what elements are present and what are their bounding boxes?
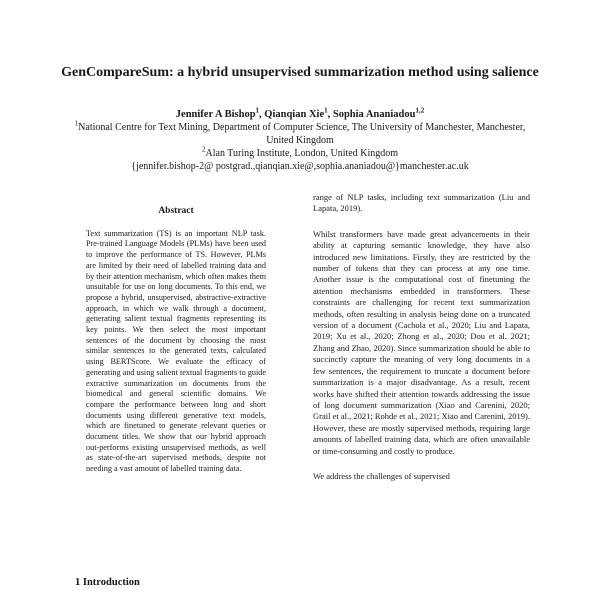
abstract-heading: Abstract	[158, 206, 194, 216]
author-affil-mark: 1,2	[415, 106, 425, 115]
body-paragraph: range of NLP tasks, including text summarization (Liu and Lapata, 2019).	[313, 192, 530, 214]
author-separator: ,	[259, 109, 265, 120]
author-name: Qianqian Xie	[264, 109, 325, 120]
affil-mark: 1	[74, 119, 79, 128]
affil-text: Alan Turing Institute, London, United Kingdom	[205, 148, 398, 159]
affil-text: National Centre for Text Mining, Department of Computer Science, The University of Manchester, Manchester, United Kingdom	[78, 122, 526, 146]
paper-title: GenCompareSum: a hybrid unsupervised summarization method using salience	[61, 65, 539, 80]
affil-mark: 2	[202, 145, 206, 154]
introduction-heading: 1 Introduction	[75, 577, 140, 588]
author-affil-mark: 1	[255, 106, 260, 115]
body-paragraph: We address the challenges of supervised	[313, 470, 450, 481]
author-affil-mark: 1	[324, 106, 328, 115]
author-name: Sophia Ananiadou	[332, 109, 416, 120]
affiliations	[60, 121, 540, 173]
body-paragraph: Whilst transformers have made great advancements in their ability at capturing semantic knowledge, they have also introduced new limitations. Firstly, they are restricted by the number of tokens that they can process at any one time. Another issue is the computational cost of finetuning the attention mechanisms embedded in transformers. These constraints are challenging for recent text summarization methods, often resulting in analysis being done on a truncated version of a document (Cachola et al., 2020; Liu and Lapata, 2019; Xu et al., 2020; Zhong et al., 2020; Dou et al. 2021; Zhang and Zhao, 2020). Since summarization should be able to succinctly capture the meaning of very long documents in a few sentences, the requirement to truncate a document before summarization is a major disadvantage. As a result, recent works have shifted their attention towards addressing the issue of long document summarization (Xiao and Carenini, 2020; Grail et al., 2021; Rohde et al., 2021; Xiao and Carenini, 2019). However, these are mostly supervised methods, requiring large amounts of labelled training data, which are often unavailable or time-consuming and costly to produce.	[313, 228, 530, 456]
affiliation-1	[60, 121, 540, 147]
author-separator: ,	[327, 109, 333, 120]
author-list	[60, 108, 540, 121]
right-column	[313, 192, 530, 482]
affiliation-2	[60, 147, 540, 160]
abstract-text: Text summarization (TS) is an important NLP task. Pre-trained Language Models (PLMs) have been used to improve the performance of TS. However, PLMs are limited by their need of labelled training data and by their attention mechanism, which often makes them unsuitable for use on long documents. To this end, we propose a hybrid, unsupervised, abstractive-extractive approach, in which we walk through a document, generating salient textual fragments representing its key points. We then select the most important sentences of the document by choosing the most similar sentences to the generated texts, calculated using BERTScore. We evaluate the efficacy of generating and using salient textual fragments to guide extractive summarization on documents from the biomedical and general scientific domains. We compare the performance between long and short documents using different generative text models, which are finetuned to generate relevant queries or document titles. We show that our hybrid approach out-performs existing unsupervised methods, as well as state-of-the-art supervised methods, despite not needing a vast amount of labelled training data.	[86, 228, 266, 474]
author-emails: {jennifer.bishop-2@ postgrad.,qianqian.xie@,sophia.ananiadou@}manchester.ac.uk	[131, 161, 469, 172]
left-column	[86, 206, 266, 475]
author-name: Jennifer A Bishop	[175, 109, 256, 120]
